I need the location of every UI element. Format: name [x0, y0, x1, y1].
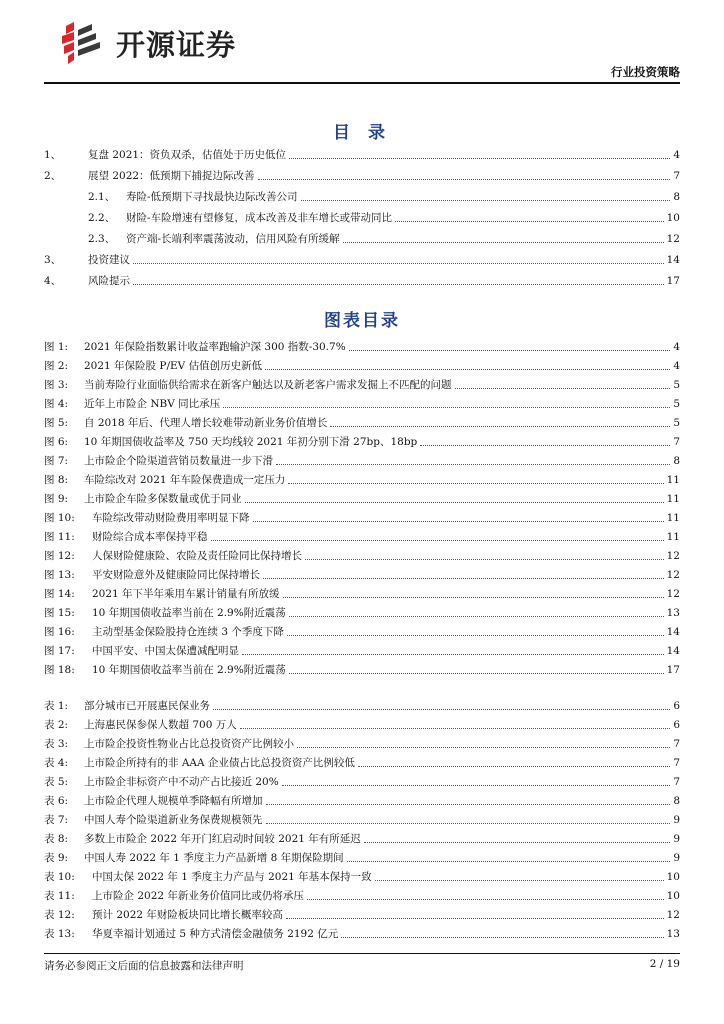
toc-item[interactable]	[44, 230, 680, 246]
figure-text: 2021 年保险指数累计收益率跑输沪深 300 指数-30.7%	[84, 341, 346, 353]
table-page: 8	[673, 795, 680, 807]
toc-page: 7	[673, 170, 680, 182]
figure-page: 17	[666, 664, 680, 676]
figure-page: 11	[666, 512, 680, 524]
leader-dots	[258, 179, 671, 180]
leader-dots	[266, 823, 671, 824]
toc-text: 投资建议	[88, 254, 130, 266]
page-indicator: 2 / 19	[649, 958, 680, 970]
table-num: 表 11:	[44, 890, 75, 902]
figure-item[interactable]	[44, 528, 680, 544]
figure-num: 图 9:	[44, 493, 69, 505]
table-item[interactable]	[44, 773, 680, 789]
figure-text: 车险综改对 2021 年车险保费造成一定压力	[84, 474, 286, 486]
table-item[interactable]	[44, 849, 680, 865]
table-item[interactable]	[44, 868, 680, 884]
table-num: 表 2:	[44, 719, 69, 731]
table-text: 上市险企代理人规模单季降幅有所增加	[84, 795, 263, 807]
leader-dots	[211, 540, 664, 541]
figure-item[interactable]	[44, 490, 680, 506]
table-num: 表 8:	[44, 833, 69, 845]
figure-page: 7	[673, 436, 680, 448]
figure-page: 12	[666, 588, 680, 600]
leader-dots	[288, 483, 663, 484]
toc-text: 展望 2022：低预期下捕捉边际改善	[88, 170, 255, 182]
toc-num: 3、	[44, 254, 62, 266]
toc-num: 4、	[44, 275, 62, 287]
leader-dots	[287, 635, 664, 636]
figure-item[interactable]	[44, 547, 680, 563]
table-text: 中国人寿 2022 年 1 季度主力产品新增 8 年期保险期间	[84, 852, 344, 864]
figure-page: 12	[666, 569, 680, 581]
table-text: 上市险企所持有的非 AAA 企业债占比总投资资产比例较低	[84, 757, 355, 769]
table-num: 表 1:	[44, 700, 69, 712]
table-item[interactable]	[44, 906, 680, 922]
company-name: 开源证券	[116, 27, 237, 62]
figure-num: 图 4:	[44, 398, 69, 410]
figure-page: 5	[673, 398, 680, 410]
leader-dots	[364, 842, 671, 843]
figure-num: 图 1:	[44, 341, 69, 353]
figure-page: 13	[666, 607, 680, 619]
leader-dots	[375, 880, 664, 881]
leader-dots	[245, 502, 664, 503]
figure-item[interactable]	[44, 623, 680, 639]
leader-dots	[289, 673, 664, 674]
figure-text: 自 2018 年后、代理人增长较难带动新业务价值增长	[84, 417, 328, 429]
toc-num: 2.1、	[88, 191, 116, 203]
figure-num: 图 5:	[44, 417, 69, 429]
toc-page: 17	[666, 275, 680, 287]
table-item[interactable]	[44, 830, 680, 846]
figure-text: 平安财险意外及健康险同比保持增长	[92, 569, 260, 581]
leader-dots	[305, 559, 664, 560]
figure-num: 图 12:	[44, 550, 75, 562]
table-page: 6	[673, 700, 680, 712]
leader-dots	[283, 597, 664, 598]
leader-dots	[263, 578, 664, 579]
table-num: 表 3:	[44, 738, 69, 750]
figure-page: 11	[666, 531, 680, 543]
leader-dots	[289, 158, 670, 159]
figure-item[interactable]	[44, 471, 680, 487]
table-item[interactable]	[44, 716, 680, 732]
figure-item[interactable]	[44, 661, 680, 677]
table-page: 6	[673, 719, 680, 731]
table-page: 12	[666, 909, 680, 921]
figure-text: 财险综合成本率保持平稳	[92, 531, 208, 543]
figure-text: 近年上市险企 NBV 同比承压	[84, 398, 221, 410]
figure-page: 5	[673, 379, 680, 391]
table-text: 多数上市险企 2022 年开门红启动时间较 2021 年有所延迟	[84, 833, 361, 845]
toc-title: 目 录	[333, 123, 391, 143]
figure-page: 14	[666, 645, 680, 657]
leader-dots	[347, 861, 671, 862]
table-item[interactable]	[44, 925, 680, 941]
figure-item[interactable]	[44, 338, 680, 354]
toc-item[interactable]	[44, 209, 680, 225]
figure-text: 10 年期国债收益率及 750 天均线较 2021 年初分别下滑 27bp、18bp	[84, 436, 418, 448]
leader-dots	[133, 284, 664, 285]
table-num: 表 6:	[44, 795, 69, 807]
figure-num: 图 8:	[44, 474, 69, 486]
figure-page: 4	[673, 360, 680, 372]
toc-item[interactable]	[44, 188, 680, 204]
table-num: 表 9:	[44, 852, 69, 864]
figure-page: 11	[666, 474, 680, 486]
figure-num: 图 17:	[44, 645, 75, 657]
figure-item[interactable]	[44, 452, 680, 468]
leader-dots	[242, 654, 664, 655]
leader-dots	[358, 766, 670, 767]
header-divider	[44, 82, 680, 84]
table-page: 10	[666, 871, 680, 883]
figures-title: 图表目录	[324, 311, 400, 331]
toc-page: 12	[666, 233, 680, 245]
leader-dots	[213, 709, 670, 710]
table-item[interactable]	[44, 887, 680, 903]
table-item[interactable]	[44, 697, 680, 713]
table-item[interactable]	[44, 792, 680, 808]
figure-num: 图 3:	[44, 379, 69, 391]
table-page: 13	[666, 928, 680, 940]
figure-num: 图 6:	[44, 436, 69, 448]
leader-dots	[133, 263, 664, 264]
figure-text: 车险综改带动财险费用率明显下降	[92, 512, 250, 524]
company-logo	[58, 20, 236, 66]
figure-num: 图 13:	[44, 569, 75, 581]
leader-dots	[343, 242, 664, 243]
toc-item[interactable]	[44, 146, 680, 162]
table-text: 中国人寿个险渠道新业务保费规模领先	[84, 814, 263, 826]
leader-dots	[420, 445, 670, 446]
table-num: 表 13:	[44, 928, 75, 940]
leader-dots	[240, 728, 671, 729]
toc-text: 复盘 2021：资负双杀，估值处于历史低位	[88, 149, 287, 161]
table-text: 上市险企投资性物业占比总投资资产比例较小	[84, 738, 294, 750]
table-item[interactable]	[44, 811, 680, 827]
table-num: 表 12:	[44, 909, 75, 921]
table-page: 9	[673, 852, 680, 864]
leader-dots	[276, 464, 670, 465]
figure-item[interactable]	[44, 357, 680, 373]
table-page: 7	[673, 776, 680, 788]
table-page: 9	[673, 814, 680, 826]
figure-num: 图 18:	[44, 664, 75, 676]
leader-dots	[223, 407, 670, 408]
toc-text: 寿险-低预期下寻找最快边际改善公司	[126, 191, 298, 203]
figure-text: 10 年期国债收益率当前在 2.9%附近震荡	[92, 664, 286, 676]
toc-num: 2.3、	[88, 233, 116, 245]
report-type: 行业投资策略	[611, 65, 680, 79]
figure-num: 图 10:	[44, 512, 75, 524]
figure-text: 上市险企个险渠道营销员数量进一步下滑	[84, 455, 273, 467]
leader-dots	[341, 937, 663, 938]
figure-page: 11	[666, 493, 680, 505]
footer-disclaimer: 请务必参阅正文后面的信息披露和法律声明	[44, 960, 244, 972]
leader-dots	[282, 785, 671, 786]
toc-num: 2、	[44, 170, 62, 182]
figure-num: 图 14:	[44, 588, 75, 600]
table-item[interactable]	[44, 754, 680, 770]
table-text: 中国太保 2022 年 1 季度主力产品与 2021 年基本保持一致	[92, 871, 372, 883]
leader-dots	[266, 804, 671, 805]
leader-dots	[307, 899, 664, 900]
figure-item[interactable]	[44, 395, 680, 411]
table-page: 7	[673, 738, 680, 750]
leader-dots	[289, 616, 664, 617]
toc-page: 14	[666, 254, 680, 266]
toc-page: 8	[673, 191, 680, 203]
figure-text: 人保财险健康险、农险及责任险同比保持增长	[92, 550, 302, 562]
table-num: 表 10:	[44, 871, 75, 883]
figure-item[interactable]	[44, 604, 680, 620]
figure-num: 图 11:	[44, 531, 75, 543]
leader-dots	[330, 426, 670, 427]
table-page: 7	[673, 757, 680, 769]
figure-item[interactable]	[44, 642, 680, 658]
figure-item[interactable]	[44, 585, 680, 601]
table-text: 上市险企非标资产中不动产占比接近 20%	[84, 776, 279, 788]
figure-page: 8	[673, 455, 680, 467]
figure-text: 当前寿险行业面临供给需求在新客户触达以及新老客户需求发掘上不匹配的问题	[84, 379, 452, 391]
table-text: 预计 2022 年财险板块同比增长概率较高	[92, 909, 283, 921]
table-num: 表 5:	[44, 776, 69, 788]
table-page: 9	[673, 833, 680, 845]
leader-dots	[301, 200, 671, 201]
toc-text: 资产端-长端利率震荡波动，信用风险有所缓解	[126, 233, 340, 245]
figure-text: 中国平安、中国太保遭减配明显	[92, 645, 239, 657]
table-text: 上海惠民保参保人数超 700 万人	[84, 719, 237, 731]
figure-num: 图 7:	[44, 455, 69, 467]
table-page: 10	[666, 890, 680, 902]
toc-item[interactable]	[44, 167, 680, 183]
figure-page: 4	[673, 341, 680, 353]
table-text: 华夏幸福计划通过 5 种方式清偿金融债务 2192 亿元	[92, 928, 339, 940]
footer-divider	[44, 953, 680, 954]
figure-num: 图 2:	[44, 360, 69, 372]
leader-dots	[349, 350, 671, 351]
table-num: 表 7:	[44, 814, 69, 826]
leader-dots	[395, 221, 664, 222]
toc-text: 财险-车险增速有望修复，成本改善及非车增长或带动同比	[126, 212, 393, 224]
table-text: 部分城市已开展惠民保业务	[84, 700, 210, 712]
table-item[interactable]	[44, 735, 680, 751]
leader-dots	[253, 521, 664, 522]
figure-text: 10 年期国债收益率当前在 2.9%附近震荡	[92, 607, 286, 619]
leader-dots	[265, 369, 670, 370]
table-num: 表 4:	[44, 757, 69, 769]
figure-item[interactable]	[44, 376, 680, 392]
figure-page: 5	[673, 417, 680, 429]
figure-item[interactable]	[44, 414, 680, 430]
leader-dots	[455, 388, 671, 389]
toc-text: 风险提示	[88, 275, 130, 287]
figure-page: 14	[666, 626, 680, 638]
toc-item[interactable]	[44, 272, 680, 288]
figure-text: 2021 年下半年乘用车累计销量有所放缓	[92, 588, 280, 600]
figure-text: 主动型基金保险股持仓连续 3 个季度下降	[92, 626, 284, 638]
toc-page: 4	[673, 149, 680, 161]
figure-item[interactable]	[44, 566, 680, 582]
leader-dots	[286, 918, 664, 919]
toc-page: 10	[666, 212, 680, 224]
leader-dots	[297, 747, 670, 748]
figure-text: 2021 年保险股 P/EV 估值创历史新低	[84, 360, 263, 372]
figure-num: 图 16:	[44, 626, 75, 638]
table-text: 上市险企 2022 年新业务价值同比或仍将承压	[92, 890, 304, 902]
logo-mark-icon	[58, 20, 110, 66]
figure-item[interactable]	[44, 433, 680, 449]
toc-item[interactable]	[44, 251, 680, 267]
figure-num: 图 15:	[44, 607, 75, 619]
toc-num: 1、	[44, 149, 62, 161]
figure-item[interactable]	[44, 509, 680, 525]
figure-page: 12	[666, 550, 680, 562]
figure-text: 上市险企车险多保数量或优于同业	[84, 493, 242, 505]
toc-num: 2.2、	[88, 212, 116, 224]
